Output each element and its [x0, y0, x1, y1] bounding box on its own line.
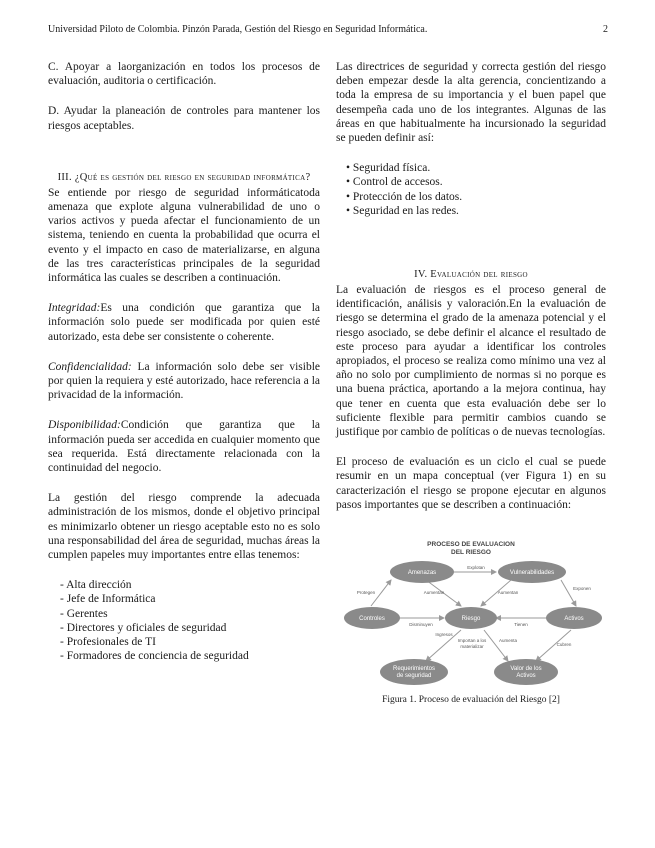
integridad-text: Es una condición que garantiza que la información solo puede ser modificada por quien esté autorizado, esta debe ser consistente o coherente.: [48, 302, 320, 343]
node-label: de seguridad: [396, 673, 432, 680]
directrices-paragraph: Las directrices de seguridad y correcta gestión del riesgo deben empezar desde la alta gerencia, concientizando a toda la empresa de su importancia y el buen papel que desempeña cada uno de los integrantes. Algunas de las áreas en que habitualmente ha incursionado la seguridad se pueden definir así:: [336, 61, 606, 145]
node-label: Amenazas: [407, 570, 437, 577]
roles-list: [48, 578, 320, 663]
gestion-paragraph: La gestión del riesgo comprende la adecuada administración de los mismos, donde el objetivo principal es minimizarlo obtener un riesgo aceptable esto no es solo una responsabilidad del área de seguridad, muchas áreas la cumplen papeles muy importantes entre ellas tenemos:: [48, 492, 320, 562]
edge-label: Aumentan: [423, 590, 445, 596]
arrow-exponen: [561, 580, 576, 606]
arrow-aumenta: [484, 630, 508, 661]
list-item: - Directores y oficiales de seguridad: [60, 621, 320, 635]
node-valor-activos: [494, 659, 558, 685]
disponibilidad-text: Condición que garantiza que la información pueda ser accedida en cualquier momento que sea requerida. Está directamente relacionada con la continuidad del negocio.: [48, 419, 320, 475]
list-item: - Formadores de conciencia de seguridad: [60, 649, 320, 663]
edge-label: Importan a los: [457, 638, 487, 644]
node-label: Requerimientos: [392, 666, 436, 673]
figure-title-1: PROCESO DE EVALUACION: [427, 541, 515, 549]
list-item: - Gerentes: [60, 607, 320, 621]
figure-title-2: DEL RIESGO: [451, 549, 491, 557]
page-number: 2: [603, 24, 608, 35]
right-column: [336, 60, 606, 707]
figure-caption: Figura 1. Proceso de evaluación del Riesgo [2]: [382, 695, 560, 706]
edge-label: Disminuyen: [409, 622, 433, 628]
node-label: Activos: [564, 616, 584, 623]
edge-label: Aumenta: [498, 638, 518, 644]
section-4-paragraph: La evaluación de riesgos es el proceso general de identificación, análisis y valoración.En la evaluación de riesgo se determina el grado de la amenaza potencial y el riesgo asociado, se debe definir el alcance el resultado de este proceso para ayudar a identificar los controles apropiados, el proceso se realiza como mínimo una vez al año no solo por cumplimiento de normas si no porque es una buena práctica, aportando a la mejora continua, hay que tener en cuenta que esta evaluación debe ser lo suficiente flexible para permitir cambios cuando se justifique por cambio de políticas o de nuevas tecnologías.: [336, 284, 606, 439]
section-4-heading: IV. Evaluación del riesgo: [414, 269, 528, 281]
risk-process-diagram: [336, 536, 606, 691]
edge-label: Cubren: [556, 642, 572, 648]
list-item: • Seguridad física.: [346, 161, 606, 175]
areas-list: [336, 161, 606, 218]
section-3-heading: III. ¿Qué es gestión del riesgo en seguridad informática?: [57, 171, 311, 183]
integridad-paragraph: [48, 301, 320, 344]
section-3-intro: Se entiende por riesgo de seguridad informáticatoda amenaza que explote alguna vulnerabilidad de uno o varios activos y pueda afectar el funcionamiento de un sistema, teniendo en cuenta la probabilidad que ocurra el evento y el impacto en caso de materializarse, en alguna de las tres características principales de la seguridad informática las cuales se describen a continuación.: [48, 186, 320, 285]
item-d: D. Ayudar la planeación de controles para mantener los riesgos aceptables.: [48, 105, 320, 132]
node-label: Activos: [516, 673, 536, 680]
left-column: [48, 60, 320, 664]
running-header: [48, 24, 608, 35]
node-label: Controles: [359, 616, 385, 623]
confidencialidad-paragraph: [48, 360, 320, 403]
header-title: Universidad Piloto de Colombia. Pinzón Parada, Gestión del Riesgo en Seguridad Informática.: [48, 24, 428, 35]
node-label: Vulnerabilidades: [509, 570, 555, 577]
disponibilidad-term: Disponibilidad:: [48, 419, 121, 432]
node-label: Riesgo: [461, 616, 481, 623]
item-c: C. Apoyar a laorganización en todos los procesos de evaluación, auditoria o certificación.: [48, 61, 320, 88]
node-label: Valor de los: [510, 666, 542, 673]
edge-label: Aumentan: [497, 590, 519, 596]
list-item: • Protección de los datos.: [346, 190, 606, 204]
list-item: - Alta dirección: [60, 578, 320, 592]
node-requerimientos: [380, 659, 448, 685]
edge-label: Exponen: [573, 586, 591, 592]
confidencialidad-term: Confidencialidad:: [48, 360, 132, 373]
edge-label: Tienen: [514, 622, 528, 628]
proceso-paragraph: El proceso de evaluación es un ciclo el cual se puede resumir en un mapa conceptual (ver Figura 1) en su caracterización el riesgo se propone ejecutar en algunos pasos importantes que se describen a continuación:: [336, 456, 606, 511]
integridad-term: Integridad:: [48, 302, 101, 315]
edge-label: Ingresos: [435, 632, 453, 638]
edge-label: materializar: [460, 644, 484, 650]
list-item: • Control de accesos.: [346, 175, 606, 189]
list-item: - Profesionales de TI: [60, 635, 320, 649]
edge-label: Explotan: [467, 565, 485, 571]
edge-label: Protegen: [356, 590, 376, 596]
disponibilidad-paragraph: [48, 418, 320, 475]
confidencialidad-text: La información solo debe ser visible por quien la requiera y esté autorizado, hace referencia a la privacidad de la información.: [48, 360, 320, 402]
list-item: - Jefe de Informática: [60, 592, 320, 606]
list-item: • Seguridad en las redes.: [346, 204, 606, 218]
